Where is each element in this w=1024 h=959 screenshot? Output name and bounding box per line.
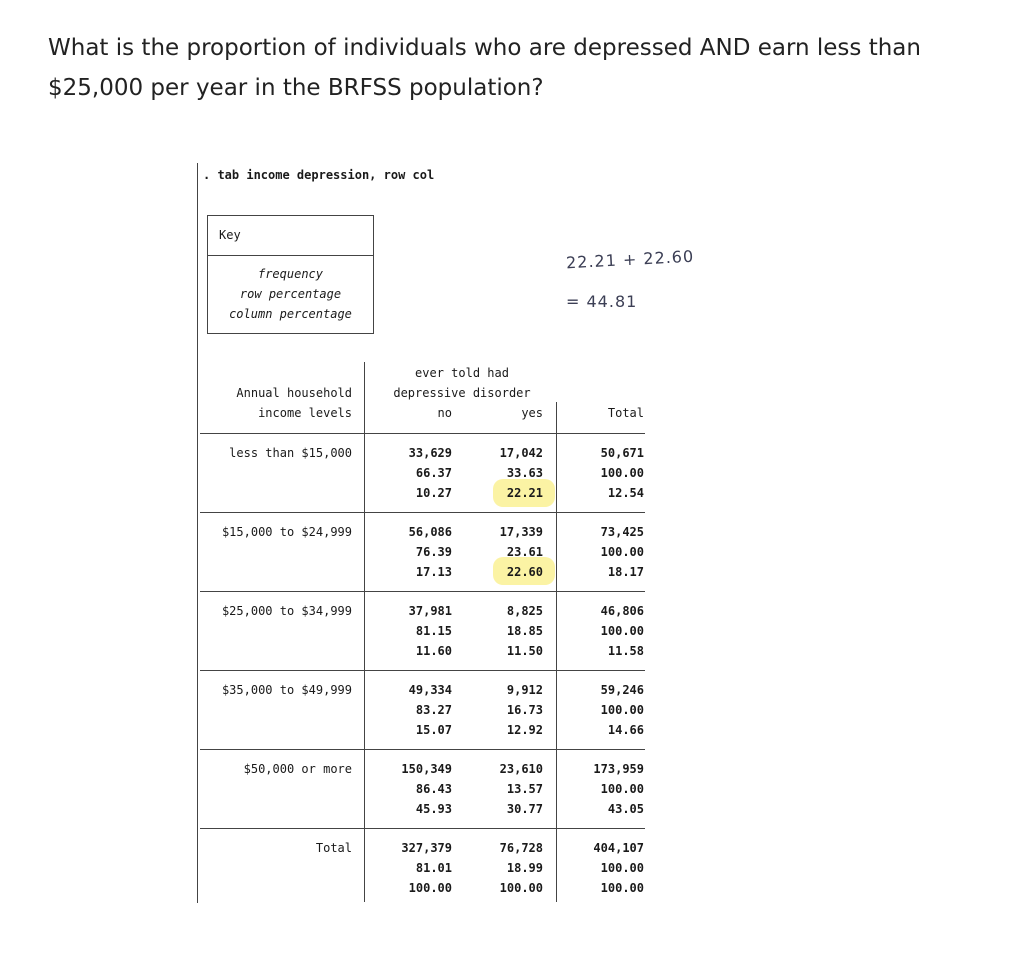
cell-no-row-pct: 76.39 [415, 545, 452, 559]
cell-total-row-pct: 100.00 [600, 782, 644, 796]
cell-total-col-pct: 14.66 [607, 723, 644, 737]
key-line-column-percentage: column percentage [229, 307, 352, 321]
cell-no-frequency: 150,349 [401, 762, 452, 776]
cell-no-frequency: 327,379 [401, 841, 452, 855]
cell-total-row-pct: 100.00 [600, 545, 644, 559]
row-separator [200, 512, 645, 513]
output-left-rule [197, 163, 198, 903]
cell-yes-row-pct: 13.57 [506, 782, 543, 796]
cell-no-row-pct: 66.37 [415, 466, 452, 480]
handwritten-result: = 44.81 [566, 292, 638, 311]
cell-no-row-pct: 83.27 [415, 703, 452, 717]
cell-total-col-pct: 18.17 [607, 565, 644, 579]
question-line-2: $25,000 per year in the BRFSS population? [48, 75, 544, 101]
cell-total-frequency: 59,246 [600, 683, 644, 697]
cell-total-frequency: 173,959 [593, 762, 644, 776]
key-line-frequency: frequency [257, 267, 324, 281]
cell-total-row-pct: 100.00 [600, 466, 644, 480]
header-separator [200, 433, 645, 434]
cell-yes-frequency: 23,610 [499, 762, 543, 776]
row-separator [200, 749, 645, 750]
row-header-line-2: income levels [258, 406, 352, 420]
cell-no-col-pct: 10.27 [415, 486, 452, 500]
cell-total-col-pct: 11.58 [607, 644, 644, 658]
cell-yes-frequency: 17,339 [499, 525, 543, 539]
col-header-total: Total [607, 406, 644, 420]
cell-total-col-pct: 43.05 [607, 802, 644, 816]
cell-no-frequency: 37,981 [408, 604, 452, 618]
cell-no-row-pct: 81.15 [415, 624, 452, 638]
cell-total-frequency: 404,107 [593, 841, 644, 855]
cell-no-col-pct: 11.60 [415, 644, 452, 658]
table-rule-stub [364, 362, 365, 902]
col-header-line-1: ever told had [415, 366, 509, 380]
cell-yes-row-pct: 33.63 [506, 466, 543, 480]
cell-total-frequency: 46,806 [600, 604, 644, 618]
cell-yes-col-pct: 100.00 [499, 881, 543, 895]
row-separator [200, 670, 645, 671]
key-title: Key [219, 228, 241, 242]
cell-total-frequency: 50,671 [600, 446, 644, 460]
row-label-total: Total [315, 841, 352, 855]
key-line-row-percentage: row percentage [239, 287, 342, 301]
cell-yes-frequency: 8,825 [506, 604, 543, 618]
cell-yes-row-pct: 18.99 [506, 861, 543, 875]
row-label: $35,000 to $49,999 [221, 683, 352, 697]
cell-yes-row-pct: 18.85 [506, 624, 543, 638]
cell-no-col-pct: 100.00 [408, 881, 452, 895]
cell-no-frequency: 56,086 [408, 525, 452, 539]
cell-no-col-pct: 15.07 [415, 723, 452, 737]
cell-total-col-pct: 100.00 [600, 881, 644, 895]
row-label: less than $15,000 [229, 446, 352, 460]
row-label: $50,000 or more [243, 762, 352, 776]
row-separator [200, 828, 645, 829]
cell-no-row-pct: 86.43 [415, 782, 452, 796]
cell-yes-row-pct: 16.73 [506, 703, 543, 717]
row-label: $25,000 to $34,999 [221, 604, 352, 618]
cell-total-row-pct: 100.00 [600, 703, 644, 717]
cell-no-col-pct: 45.93 [415, 802, 452, 816]
cell-no-col-pct: 17.13 [415, 565, 452, 579]
cell-yes-row-pct: 23.61 [506, 545, 543, 559]
cell-yes-frequency: 17,042 [499, 446, 543, 460]
cell-no-row-pct: 81.01 [415, 861, 452, 875]
cell-yes-frequency: 9,912 [506, 683, 543, 697]
cell-total-row-pct: 100.00 [600, 624, 644, 638]
cell-yes-col-pct: 22.21 [506, 486, 543, 500]
cell-total-col-pct: 12.54 [607, 486, 644, 500]
cell-yes-col-pct: 11.50 [506, 644, 543, 658]
stata-command: . tab income depression, row col [203, 168, 435, 182]
row-header-line-1: Annual household [236, 386, 352, 400]
cell-no-frequency: 49,334 [408, 683, 452, 697]
cell-yes-col-pct: 12.92 [506, 723, 543, 737]
cell-total-frequency: 73,425 [600, 525, 644, 539]
question-line-1: What is the proportion of individuals who are depressed AND earn less than [48, 35, 921, 61]
table-rule-total [556, 402, 557, 902]
cell-yes-frequency: 76,728 [499, 841, 543, 855]
col-header-yes: yes [521, 406, 543, 420]
col-header-line-2: depressive disorder [393, 386, 531, 400]
col-header-no: no [437, 406, 452, 420]
row-separator [200, 591, 645, 592]
handwritten-sum: 22.21 + 22.60 [565, 246, 695, 273]
cell-total-row-pct: 100.00 [600, 861, 644, 875]
cell-yes-col-pct: 22.60 [506, 565, 543, 579]
cell-no-frequency: 33,629 [408, 446, 452, 460]
cell-yes-col-pct: 30.77 [506, 802, 543, 816]
key-divider [207, 255, 374, 256]
row-label: $15,000 to $24,999 [221, 525, 352, 539]
